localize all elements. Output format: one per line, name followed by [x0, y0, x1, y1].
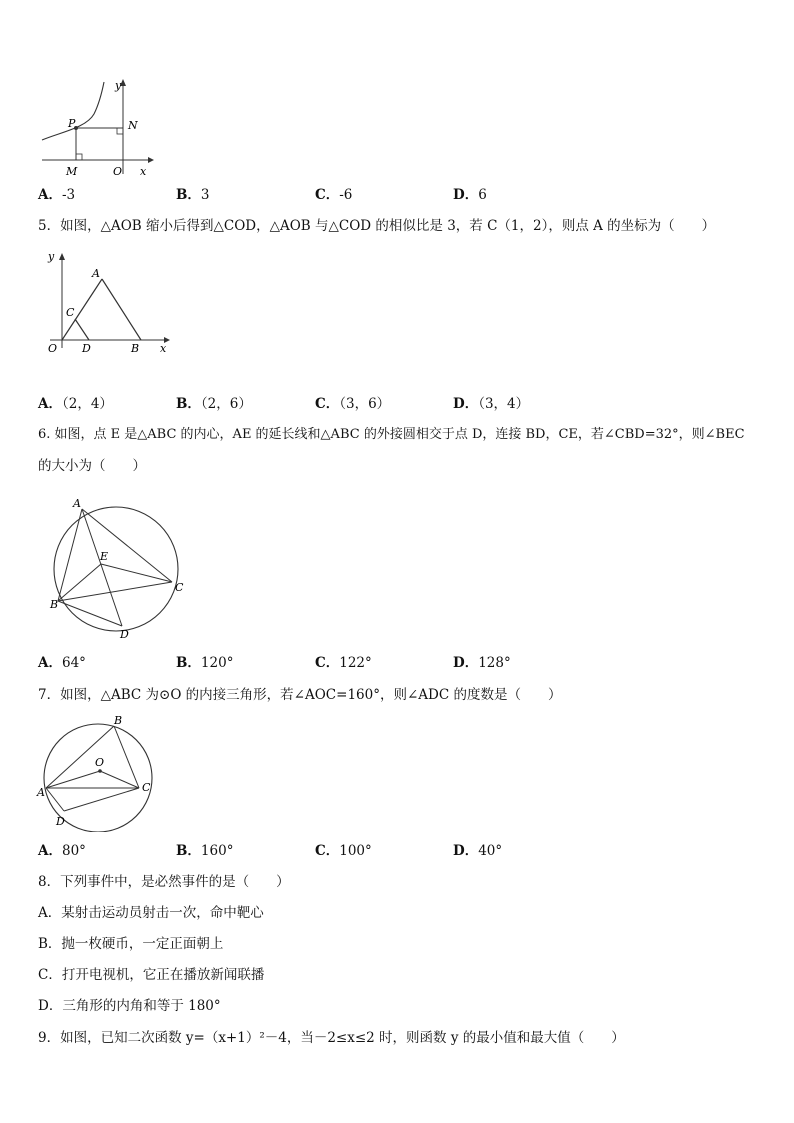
q5-option-c: C．（3，6）	[315, 396, 391, 412]
q6-label-a: A	[73, 497, 81, 510]
q4-option-a: A．-3	[38, 187, 76, 203]
q6-label-e: E	[100, 550, 109, 563]
q7-label-a: A	[37, 786, 45, 799]
q5-option-a: A．（2，4）	[38, 396, 113, 412]
q4-option-d: D．6	[453, 187, 487, 203]
q8-option-b: B．抛一枚硬币，一定正面朝上	[38, 936, 224, 952]
q5-label-d: D	[82, 342, 91, 355]
q8-option-c: C．打开电视机，它正在播放新闻联播	[38, 967, 265, 983]
q7-label-o: O	[95, 756, 105, 769]
q7-stem: 7．如图，△ABC 为⊙O 的内接三角形，若∠AOC=160°，则∠ADC 的度数是（ ）	[38, 687, 562, 703]
q8-stem: 8．下列事件中，是必然事件的是（ ）	[38, 874, 290, 890]
q4-label-m: M	[66, 165, 78, 178]
q7-option-b: B．160°	[176, 843, 234, 859]
q5-option-b: B．（2，6）	[176, 396, 252, 412]
q7-option-d: D．40°	[453, 843, 503, 859]
q9-stem: 9．如图，已知二次函数 y=（x+1）²－4，当－2≤x≤2 时，则函数 y 的最小值和最大值（ ）	[38, 1030, 625, 1046]
q4-label-p: P	[68, 117, 76, 130]
q6-label-c: C	[175, 581, 184, 594]
q4-label-y: y	[115, 79, 122, 92]
q4-option-c: C．-6	[315, 187, 353, 203]
q5-figure	[36, 246, 176, 360]
q7-label-b: B	[114, 714, 123, 727]
q6-option-b: B．120°	[176, 655, 234, 671]
q8-option-a: A．某射击运动员射击一次，命中靶心	[38, 905, 264, 921]
q5-label-c: C	[66, 306, 75, 319]
q7-figure	[34, 710, 164, 832]
q6-stem-line2: 的大小为（ ）	[38, 458, 146, 474]
q5-label-x: x	[160, 342, 167, 355]
q4-figure	[36, 74, 166, 180]
q8-option-d: D．三角形的内角和等于 180°	[38, 998, 221, 1014]
q6-figure	[44, 494, 194, 642]
q7-option-c: C．100°	[315, 843, 372, 859]
q5-label-a: A	[92, 267, 100, 280]
q4-option-b: B．3	[176, 187, 210, 203]
q6-label-b: B	[50, 598, 59, 611]
q4-label-n: N	[128, 119, 138, 132]
q5-label-o: O	[48, 342, 58, 355]
q7-label-d: D	[56, 815, 65, 828]
q5-stem: 5．如图，△AOB 缩小后得到△COD，△AOB 与△COD 的相似比是 3，若 C（1，2），则点 A 的坐标为（ ）	[38, 218, 716, 234]
q7-label-c: C	[142, 781, 151, 794]
q4-label-o: O	[113, 165, 123, 178]
q6-option-c: C．122°	[315, 655, 372, 671]
q5-label-b: B	[131, 342, 140, 355]
q5-label-y: y	[48, 250, 55, 263]
q6-stem-line1: 6. 如图，点 E 是△ABC 的内心，AE 的延长线和△ABC 的外接圆相交于点 D，连接 BD，CE，若∠CBD=32°，则∠BEC	[38, 427, 745, 442]
q6-option-a: A．64°	[38, 655, 86, 671]
q6-label-d: D	[120, 628, 129, 641]
q7-option-a: A．80°	[38, 843, 86, 859]
q5-option-d: D．（3，4）	[453, 396, 530, 412]
q4-label-x: x	[140, 165, 147, 178]
q6-option-d: D．128°	[453, 655, 511, 671]
